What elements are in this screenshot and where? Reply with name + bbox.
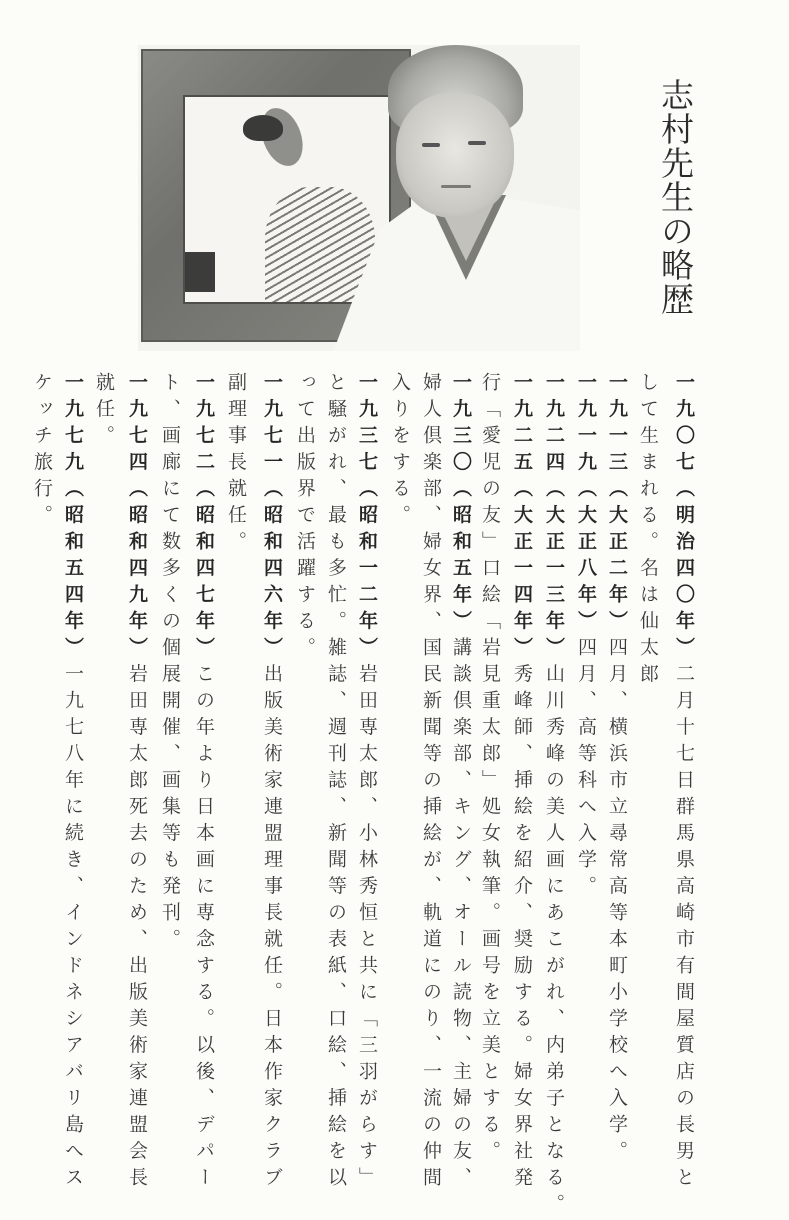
entry-text: 副理事長就任。 xyxy=(225,372,247,558)
entry-text: 岩田専太郎死去のため、出版美術家連盟会長 xyxy=(126,664,148,1194)
timeline-entry-column xyxy=(261,372,283,1194)
timeline-continuation-column xyxy=(421,372,440,1194)
timeline-entry-column xyxy=(673,372,695,1194)
bijinga-painting xyxy=(183,95,391,304)
year-label: 一九七四（昭和四九年） xyxy=(126,372,148,664)
timeline-entry-column xyxy=(543,372,565,1220)
entry-text: 行「愛児の友」口絵「岩見重太郎」処女執筆。画号を立美とする。 xyxy=(479,372,501,1167)
year-label: 一九三〇（昭和五年） xyxy=(450,372,472,637)
timeline-continuation-column xyxy=(326,372,345,1194)
entry-text: 四月、高等科へ入学。 xyxy=(575,637,597,902)
entry-text: 二月十七日群馬県高崎市有間屋質店の長男と xyxy=(673,664,695,1194)
entry-text: ケッチ旅行。 xyxy=(31,372,53,531)
timeline-continuation-column xyxy=(295,372,314,664)
entry-text: ト、画廊にて数多くの個展開催、画集等も発刊。 xyxy=(159,372,181,955)
entry-text: って出版界で活躍する。 xyxy=(294,372,316,664)
timeline-continuation-column xyxy=(94,372,113,452)
timeline-continuation-column xyxy=(160,372,179,955)
entry-text: と騒がれ、最も多忙。雑誌、週刊誌、新聞等の表紙、口絵、挿絵を以 xyxy=(325,372,347,1194)
timeline-entry-column xyxy=(356,372,378,1194)
entry-text: 講談倶楽部、キング、オール読物、主婦の友、 xyxy=(450,637,472,1194)
entry-text: 四月、横浜市立尋常高等本町小学校へ入学。 xyxy=(606,637,628,1167)
year-label: 一九一三（大正二年） xyxy=(606,372,628,637)
timeline-entry-column xyxy=(606,372,628,1167)
entry-text: 入りをする。 xyxy=(389,372,411,531)
portrait-photo xyxy=(138,45,580,351)
year-label: 一九二四（大正一三年） xyxy=(543,372,565,664)
year-label: 一九七九（昭和五四年） xyxy=(62,372,84,664)
timeline-continuation-column xyxy=(390,372,409,531)
year-label: 一九七一（昭和四六年） xyxy=(261,372,283,664)
timeline-continuation-column xyxy=(638,372,657,690)
entry-text: 山川秀峰の美人画にあこがれ、内弟子となる。 xyxy=(543,664,565,1220)
timeline-entry-column xyxy=(450,372,472,1194)
timeline-entry-column xyxy=(511,372,533,1194)
timeline-continuation-column xyxy=(32,372,51,531)
entry-text: 岩田専太郎、小林秀恒と共に「三羽がらす」 xyxy=(356,664,378,1194)
timeline-entry-column xyxy=(575,372,597,902)
entry-text: この年より日本画に専念する。以後、デパー xyxy=(193,664,215,1194)
timeline-entry-column xyxy=(193,372,215,1194)
year-label: 一九七二（昭和四七年） xyxy=(193,372,215,664)
year-label: 一九二五（大正一四年） xyxy=(511,372,533,664)
timeline-entry-column xyxy=(62,372,84,1194)
year-label: 一九三七（昭和一二年） xyxy=(356,372,378,664)
man-face xyxy=(396,93,514,218)
entry-text: 一九七八年に続き、インドネシアバリ島へス xyxy=(62,664,84,1194)
entry-text: 婦人倶楽部、婦女界、国民新聞等の挿絵が、軌道にのり、一流の仲間 xyxy=(420,372,442,1194)
year-label: 一九一九（大正八年） xyxy=(575,372,597,637)
timeline-entry-column xyxy=(126,372,148,1194)
year-label: 一九〇七（明治四〇年） xyxy=(673,372,695,664)
timeline-continuation-column xyxy=(480,372,499,1167)
entry-text: 出版美術家連盟理事長就任。日本作家クラブ xyxy=(261,664,283,1194)
page-title: 志村先生の略歴 xyxy=(652,78,699,316)
entry-text: 就任。 xyxy=(93,372,115,452)
timeline-continuation-column xyxy=(226,372,245,558)
entry-text: して生まれる。名は仙太郎 xyxy=(637,372,659,690)
entry-text: 秀峰師、挿絵を紹介、奨励する。婦女界社発 xyxy=(511,664,533,1194)
